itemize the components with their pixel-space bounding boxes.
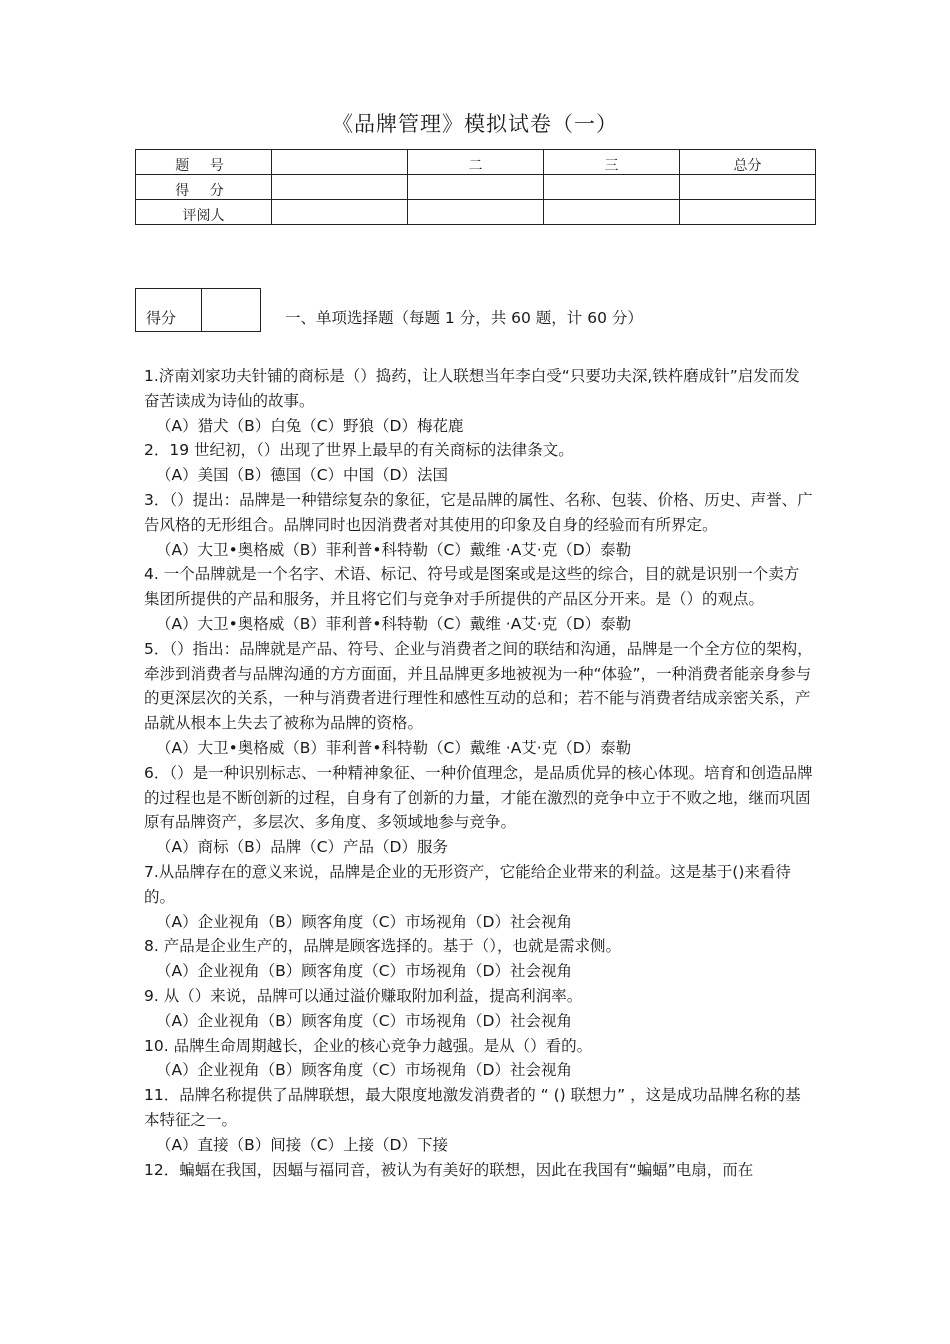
question-options: （A）大卫•奥格威（B）菲利普•科特勒（C）戴维 ·A艾·克（D）泰勒 (156, 738, 632, 757)
question-list (144, 364, 814, 1182)
page-title: 《品牌管理》模拟试卷（一） (332, 112, 618, 136)
question-text: 1.济南刘家功夫针铺的商标是（）捣药，让人联想当年李白受“只要功夫深,铁杵磨成针”启发而发奋苦读成为诗仙的故事。 (144, 367, 800, 410)
question-options: （A）直接（B）间接（C）上接（D）下接 (156, 1135, 448, 1154)
score-table-cell (544, 175, 680, 200)
question-options: （A）商标（B）品牌（C）产品（D）服务 (156, 838, 448, 857)
question-text: 9. 从（）来说，品牌可以通过溢价赚取附加利益，提高利润率。 (144, 986, 583, 1005)
question-text: 7.从品牌存在的意义来说，品牌是企业的无形资产，它能给企业带来的利益。这是基于()来看待的。 (144, 862, 791, 906)
score-table-cell: 得 分 (136, 175, 272, 200)
question-options: （A）大卫•奥格威（B）菲利普•科特勒（C）戴维 ·A艾·克（D）泰勒 (156, 540, 632, 559)
question-options: （A）企业视角（B）顾客角度（C）市场视角（D）社会视角 (156, 1011, 572, 1030)
question-text: 6．（）是一种识别标志、一种精神象征、一种价值理念，是品质优异的核心体现。培育和创造品牌的过程也是不断创新的过程，自身有了创新的力量，才能在激烈的竞争中立于不败之地，继而巩固原有品牌资产，多层次、多角度、多领域地参与竞争。 (144, 763, 813, 832)
score-table-cell (544, 200, 680, 225)
question-text: 4. 一个品牌就是一个名字、术语、标记、符号或是图案或是这些的综合，目的就是识别一个卖方集团所提供的产品和服务，并且将它们与竞争对手所提供的产品区分开来。是（）的观点。 (144, 565, 800, 609)
score-table-row (136, 200, 816, 225)
question-text: 10. 品牌生命周期越长，企业的核心竞争力越强。是从（）看的。 (144, 1036, 593, 1055)
score-table-cell: 评阅人 (136, 200, 272, 225)
question-text: 3．（）提出：品牌是一种错综复杂的象征，它是品牌的属性、名称、包装、价格、历史、声誉、广告风格的无形组合。品牌同时也因消费者对其使用的印象及自身的经验而有所界定。 (144, 490, 813, 534)
section-heading: 一、单项选择题（每题 1 分，共 60 题，计 60 分） (285, 309, 643, 327)
question-options: （A）企业视角（B）顾客角度（C）市场视角（D）社会视角 (156, 1061, 572, 1080)
section-score-box (135, 288, 261, 332)
question-text: 2．19 世纪初，（）出现了世界上最早的有关商标的法律条文。 (144, 441, 574, 460)
question-options: （A）企业视角（B）顾客角度（C）市场视角（D）社会视角 (156, 912, 572, 931)
score-table-cell: 三 (544, 150, 680, 175)
question-text: 5．（）指出：品牌就是产品、符号、企业与消费者之间的联结和沟通，品牌是一个全方位的架构，牵涉到消费者与品牌沟通的方方面面，并且品牌更多地被视为一种“体验”，一种消费者能亲身参与的更深层次的关系，一种与消费者进行理性和感性互动的总和；若不能与消费者结成亲密关系，产品就从根本上失去了被称为品牌的资格。 (144, 639, 813, 733)
score-table (135, 149, 816, 225)
score-box-label: 得分 (136, 289, 202, 331)
score-table-cell (408, 175, 544, 200)
score-table-cell (408, 200, 544, 225)
score-table-cell (680, 175, 816, 200)
question-options: （A）美国（B）德国（C）中国（D）法国 (156, 466, 448, 485)
score-table-cell: 题 号 (136, 150, 272, 175)
score-table-cell (272, 175, 408, 200)
score-table-row (136, 175, 816, 200)
question-options: （A）大卫•奥格威（B）菲利普•科特勒（C）戴维 ·A艾·克（D）泰勒 (156, 614, 632, 633)
score-table-cell: 二 (408, 150, 544, 175)
score-table-cell (272, 150, 408, 175)
question-options: （A）企业视角（B）顾客角度（C）市场视角（D）社会视角 (156, 962, 572, 981)
score-table-cell (680, 200, 816, 225)
question-options: （A）猎犬（B）白兔（C）野狼（D）梅花鹿 (156, 416, 464, 435)
score-table-header-row (136, 150, 816, 175)
question-text: 8. 产品是企业生产的，品牌是顾客选择的。基于（），也就是需求侧。 (144, 937, 621, 956)
score-table-cell (272, 200, 408, 225)
question-text: 11．品牌名称提供了品牌联想，最大限度地激发消费者的 “ () 联想力” ，这是成功品牌名称的基本特征之一。 (144, 1086, 801, 1129)
score-table-cell: 总分 (680, 150, 816, 175)
question-text: 12．蝙蝠在我国，因蝠与福同音，被认为有美好的联想，因此在我国有“蝙蝠”电扇，而在 (144, 1160, 754, 1179)
